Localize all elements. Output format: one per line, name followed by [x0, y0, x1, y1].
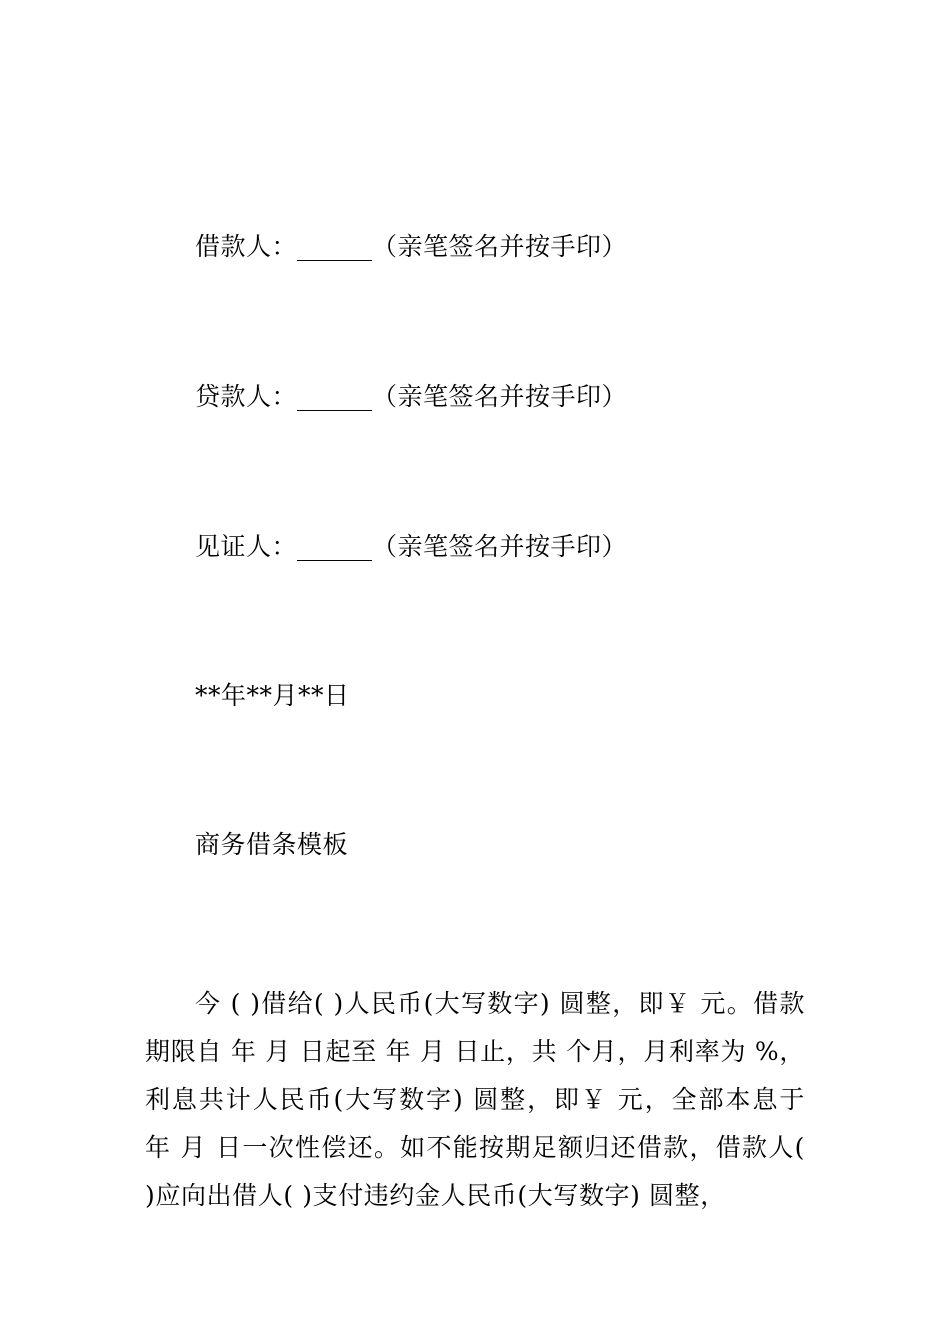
witness-signature-blank: ______	[297, 532, 373, 561]
witness-label: 见证人：	[195, 532, 298, 561]
borrower-signature-note: （亲笔签名并按手印）	[372, 232, 628, 261]
lender-signature-line	[195, 382, 627, 412]
borrower-signature-blank: ______	[297, 232, 373, 261]
borrower-label: 借款人：	[195, 232, 298, 261]
borrower-signature-line	[195, 232, 627, 262]
lender-label: 贷款人：	[195, 382, 298, 411]
loan-body-paragraph: 今 ( )借给( )人民币(大写数字) 圆整，即￥ 元。借款期限自 年 月 日起至 年 月 日止，共 个月，月利率为 %，利息共计人民币(大写数字) 圆整，即￥ 元，全部本息于 年 月 日一次性偿还。如不能按期足额归还借款，借款人( )应向出借人( )支付违约金人民币(大写数字) 圆整，	[145, 989, 805, 1210]
lender-signature-note: （亲笔签名并按手印）	[372, 382, 628, 411]
witness-signature-note: （亲笔签名并按手印）	[372, 532, 628, 561]
witness-signature-line	[195, 532, 627, 562]
lender-signature-blank: ______	[297, 382, 373, 411]
date-line: **年**月**日	[195, 681, 350, 710]
template-title: 商务借条模板	[195, 830, 349, 859]
